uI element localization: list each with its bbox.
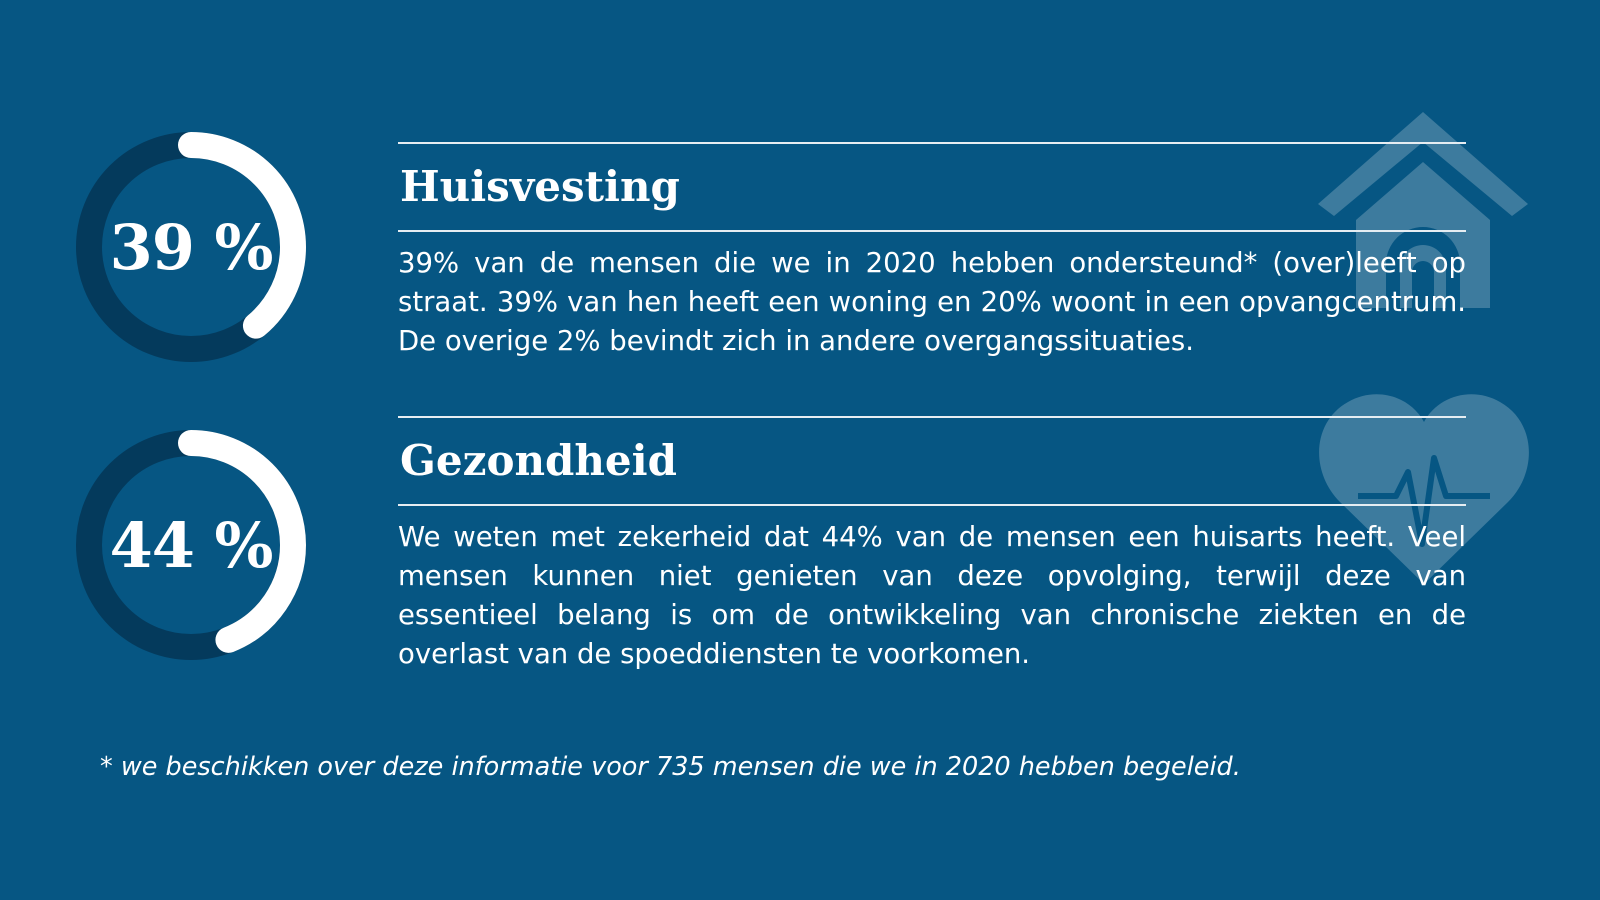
huisvesting-section bbox=[398, 142, 1466, 361]
huisvesting-progress-ring bbox=[74, 130, 308, 364]
gezondheid-section bbox=[398, 416, 1466, 674]
divider bbox=[398, 504, 1466, 506]
divider bbox=[398, 230, 1466, 232]
gezondheid-progress-ring bbox=[74, 428, 308, 662]
section-title: Gezondheid bbox=[400, 436, 677, 485]
section-title: Huisvesting bbox=[400, 162, 680, 211]
section-text: 39% van de mensen die we in 2020 hebben ondersteund* (over)leeft op straat. 39% van hen heeft een woning en 20% woont in een opvangcentrum. De overige 2% bevindt zich in andere overgangssituaties. bbox=[398, 247, 1466, 357]
footnote: * we beschikken over deze informatie voor 735 mensen die we in 2020 hebben begeleid. bbox=[100, 752, 1241, 782]
stat-value: 44 % bbox=[109, 508, 273, 582]
section-text: We weten met zekerheid dat 44% van de mensen een huisarts heeft. Veel mensen kunnen niet genieten van deze opvolging, terwijl deze van essentieel belang is om de ontwikkeling van chronische ziekten en de overlast van de spoeddiensten te voorkomen. bbox=[398, 521, 1466, 670]
stat-value: 39 % bbox=[109, 210, 273, 284]
